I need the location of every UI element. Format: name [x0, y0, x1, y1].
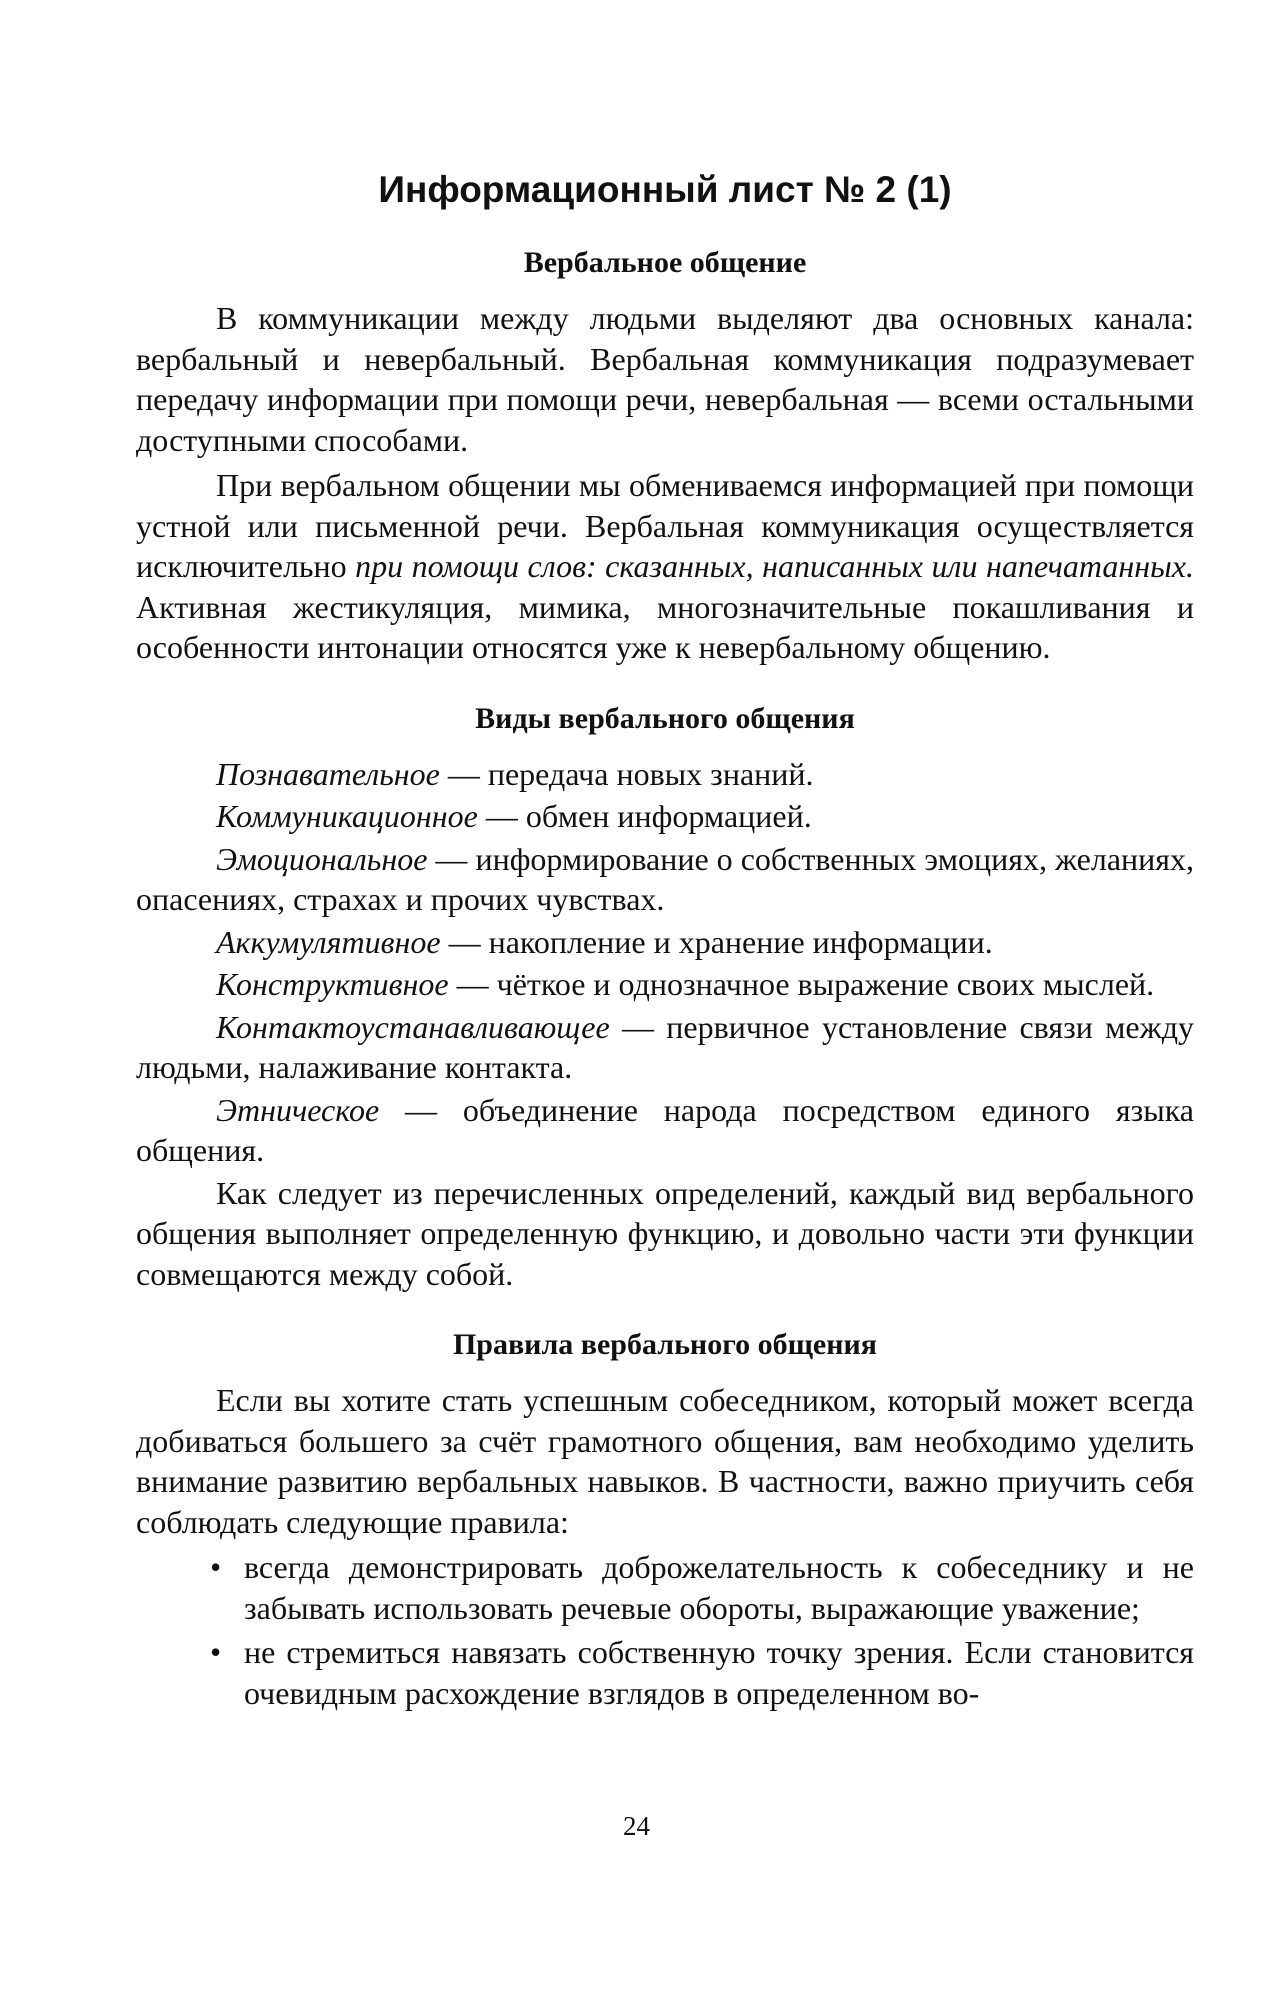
- paragraph-verbal-definition: [136, 465, 1194, 668]
- definition-item: [136, 922, 1194, 963]
- bullet-icon: •: [210, 1634, 222, 1670]
- definition-item: [136, 964, 1194, 1005]
- list-item: [136, 1632, 1194, 1713]
- paragraph-verbal-start: При вербальном общении мы обмениваемся информацией при помощи устной или письменной речи. Вербальная коммуникация осуществляется исключительно: [136, 467, 1194, 584]
- definition-text: — информирование о собственных эмоциях, желаниях, опасениях, страхах и прочих чувствах.: [136, 840, 1194, 917]
- definition-text: — накопление и хранение информации.: [440, 923, 993, 960]
- page-title: Информационный лист № 2 (1): [378, 169, 952, 210]
- paragraph-types-conclusion: Как следует из перечисленных определений, каждый вид вербального общения выполняет определенную функцию, и довольно части эти функции совмещаются между собой.: [136, 1174, 1194, 1292]
- bullet-icon: •: [210, 1549, 222, 1585]
- definition-term: Эмоциональное: [216, 840, 428, 877]
- definition-term: Этническое: [216, 1091, 380, 1128]
- definition-item: [136, 1090, 1194, 1171]
- definition-text: — передача новых знаний.: [439, 755, 814, 792]
- definition-term: Аккумулятивное: [216, 923, 441, 960]
- paragraph-verbal-end: Активная жестикуляция, мимика, многозначительные покашливания и особенности интонации относятся уже к невербальному общению.: [136, 588, 1194, 665]
- definition-term: Контактоустанавливающее: [216, 1008, 610, 1045]
- section-heading-rules: Правила вербального общения: [452, 1328, 878, 1361]
- rule-text: всегда демонстрировать доброжелательность к собеседнику и не забывать использовать речевые обороты, выражающие уважение;: [244, 1549, 1194, 1626]
- definition-text: — обмен информацией.: [477, 798, 812, 834]
- paragraph-channels: В коммуникации между людьми выделяют два основных канала: вербальный и невербальный. Вербальная коммуникация подразумевает передачу информации при помощи речи, невербальная — всеми остальными доступными способами.: [136, 300, 1194, 458]
- definition-text: — первичное установление связи между людьми, налаживание контакта.: [136, 1008, 1194, 1085]
- list-item: [136, 1547, 1194, 1628]
- rules-list: [136, 1547, 1194, 1713]
- page-number: 24: [623, 1811, 650, 1841]
- definition-text: — объединение народа посредством единого языка общения.: [136, 1091, 1194, 1168]
- definition-term: Познавательное: [216, 755, 440, 792]
- definition-item: [136, 1007, 1194, 1088]
- paragraph-rules-intro: Если вы хотите стать успешным собеседником, который может всегда добиваться большего за счёт грамотного общения, вам необходимо уделить внимание развитию вербальных навыков. В частности, важно приучить себя соблюдать следующие правила:: [136, 1382, 1194, 1540]
- page-content: [136, 168, 1194, 1717]
- rule-text: не стремиться навязать собственную точку зрения. Если становится очевидным расхождение взглядов в определенном во-: [244, 1634, 1194, 1711]
- definition-item: [136, 754, 1194, 795]
- section-heading-verbal-communication: Вербальное общение: [523, 246, 807, 279]
- definition-item: [136, 839, 1194, 920]
- definition-text: — чёткое и однозначное выражение своих мыслей.: [448, 966, 1155, 1002]
- paragraph-verbal-italic: при помощи слов: сказанных, написанных или напечатанных.: [355, 548, 1195, 584]
- definition-term: Конструктивное: [216, 966, 449, 1002]
- definition-term: Коммуникационное: [216, 798, 478, 834]
- definition-item: [136, 796, 1194, 837]
- section-heading-types: Виды вербального общения: [475, 701, 855, 735]
